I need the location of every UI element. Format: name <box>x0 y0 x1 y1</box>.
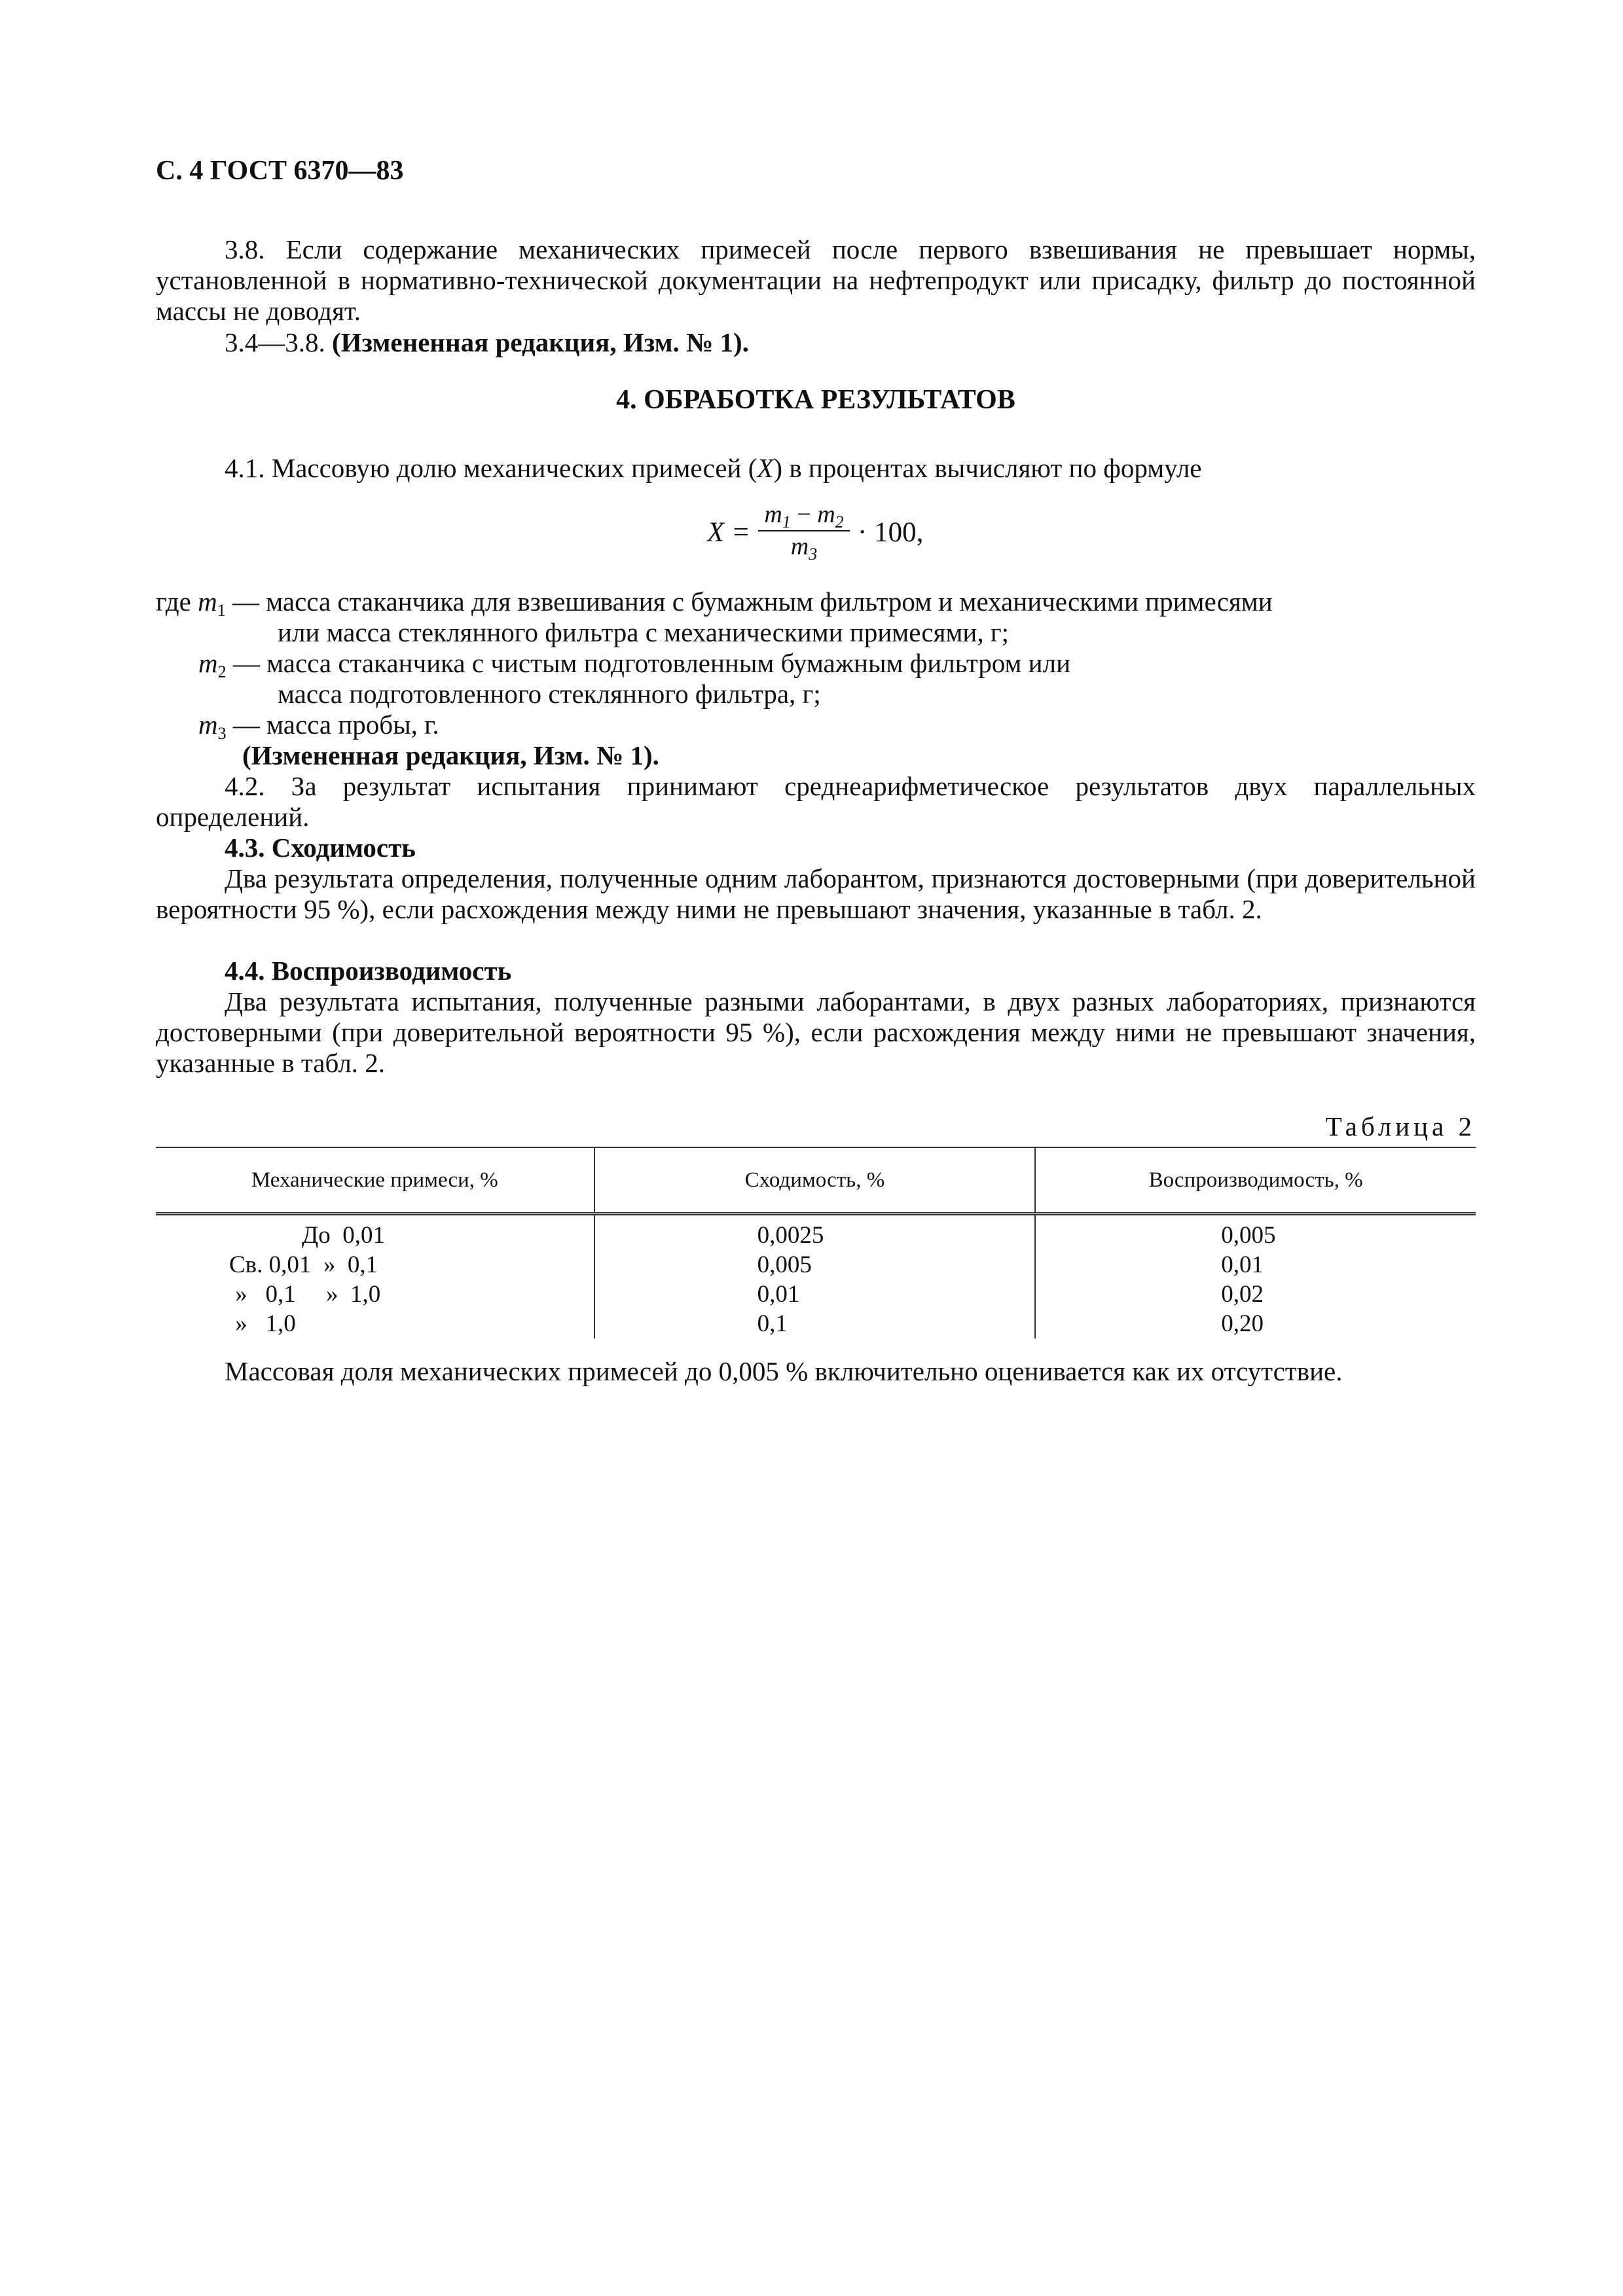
table-row <box>156 1280 1476 1309</box>
heading-4-3: 4.3. Сходимость <box>225 833 416 863</box>
p41-var: X <box>757 453 774 483</box>
table-cell: » 0,1 » 1,0 <box>229 1281 381 1308</box>
formula-fraction <box>757 499 851 562</box>
page-header: С. 4 ГОСТ 6370—83 <box>156 156 404 186</box>
table-cell: 0,0025 <box>757 1222 824 1249</box>
final-paragraph-text: Массовая доля механических примесей до 0,005 % включительно оценивается как их отсутствие. <box>225 1356 1343 1386</box>
formula-denominator: $m_3$ <box>790 533 818 564</box>
table-header: Воспроизводимость, % <box>1035 1147 1476 1214</box>
table-caption: Таблица 2 <box>1325 1111 1476 1141</box>
p41-after: ) в процентах вычисляют по формуле <box>773 453 1202 483</box>
data-table <box>156 1147 1476 1338</box>
table-cell: До 0,01 <box>229 1222 385 1249</box>
formula <box>156 499 1476 571</box>
where-item-2: $m_2$ — масса стаканчика с чистым подготовленным бумажным фильтром или <box>198 648 1071 681</box>
where-list <box>156 586 1476 771</box>
formula-numerator: $m_1 - m_2$ <box>764 501 844 531</box>
paragraph-4-3 <box>156 833 1476 925</box>
table-header: Механические примеси, % <box>156 1147 594 1214</box>
paragraph-4-4-text: Два результата испытания, полученные разными лаборантами, в двух разных лабораториях, признаются достоверными (при доверительной вероятности 95 %), если расхождения между ними не превышают значения, указанные в табл. 2. <box>156 986 1476 1078</box>
paragraph-4-1 <box>156 453 1476 484</box>
table-header: Сходимость, % <box>594 1147 1036 1214</box>
where-item-1: где $m_1$ — масса стаканчика для взвешивания с бумажным фильтром и механическими примесями <box>156 586 1273 620</box>
table-cell: 0,01 <box>757 1281 800 1308</box>
paragraph-3-8-text: 3.8. Если содержание механических примесей после первого взвешивания не превышает нормы, установленной в нормативно-технической документации на нефтепродукт или присадку, фильтр до постоянной массы не доводят. <box>156 234 1476 326</box>
table-cell: 0,1 <box>757 1310 788 1337</box>
where-item-3: $m_3$ — масса пробы, г. <box>198 709 439 743</box>
table-row <box>156 1214 1476 1251</box>
where-amendment: (Измененная редакция, Изм. № 1). <box>242 740 659 770</box>
section-4-title: 4. ОБРАБОТКА РЕЗУЛЬТАТОВ <box>616 385 1015 415</box>
paragraph-4-3-text: Два результата определения, полученные одним лаборантом, признаются достоверными (при доверительной вероятности 95 %), если расхождения между ними не превышают значения, указанные в табл. 2. <box>156 863 1476 924</box>
table-cell: Св. 0,01 » 0,1 <box>229 1251 378 1278</box>
heading-4-4: 4.4. Воспроизводимость <box>225 956 512 986</box>
paragraph-3-8 <box>156 234 1476 327</box>
table-header-row <box>156 1147 1476 1214</box>
table-cell: 0,02 <box>1221 1281 1264 1308</box>
table-row <box>156 1309 1476 1338</box>
table-cell: 0,005 <box>1221 1222 1276 1249</box>
table-row <box>156 1250 1476 1280</box>
table-cell: 0,20 <box>1221 1310 1264 1337</box>
where-item-2-cont: масса подготовленного стеклянного фильтра, г; <box>278 679 821 709</box>
formula-rhs: · 100, <box>858 517 924 548</box>
table-cell: 0,005 <box>757 1251 812 1278</box>
where-item-1-cont: или масса стеклянного фильтра с механическими примесями, г; <box>278 617 1010 647</box>
amendment-prefix: 3.4—3.8. <box>225 327 332 357</box>
formula-lhs: X = <box>707 517 751 548</box>
paragraph-4-2: 4.2. За результат испытания принимают среднеарифметическое результатов двух параллельных определений. <box>156 771 1476 832</box>
amendment-label: (Измененная редакция, Изм. № 1). <box>332 327 749 357</box>
p41-before: 4.1. Массовую долю механических примесей ( <box>225 453 757 483</box>
final-paragraph <box>156 1356 1476 1387</box>
amendment-note-3 <box>156 327 1476 358</box>
paragraph-4-4 <box>156 956 1476 1079</box>
table-cell: » 1,0 <box>229 1310 296 1337</box>
table-cell: 0,01 <box>1221 1251 1264 1278</box>
